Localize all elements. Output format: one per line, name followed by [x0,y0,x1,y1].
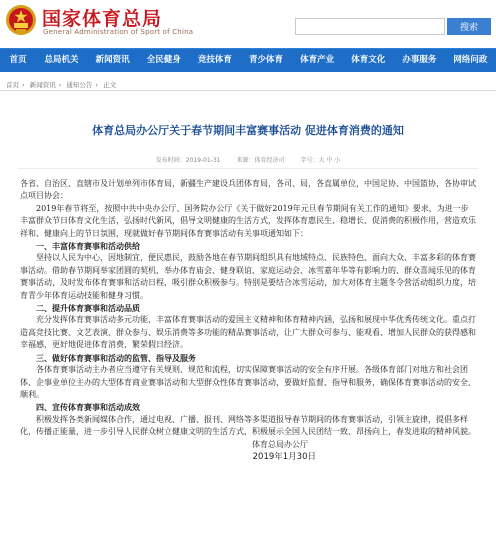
nav-item-services[interactable]: 办事服务 [402,55,437,65]
breadcrumb [6,80,119,89]
section-paragraph: 坚持以人民为中心，因地制宜，便民惠民，鼓励各地在春节期间组织具有地域特点、民族特色、面向大众、丰富多彩的体育赛事活动。借助春节期间举家团圆的契机，举办体育庙会、健身联谊、家庭运动会、冰雪嘉年华等有影响力的、群众喜闻乐见的体育赛事活动，及时发布体育赛事和活动日程，吸引群众积极参与。特别是要结合冰雪运动，加大对体育主题冬令营活动组织力度，培育青少年体育运动技能和健身习惯。 [20,253,476,300]
breadcrumb-current: 正文 [103,81,117,89]
section-paragraph: 充分发挥体育赛事活动多元功能，丰富体育赛事活动的爱国主义精神和体育精神内涵，弘扬和展现中华优秀传统文化。重点打造高竞技比赛、文艺表演、群众参与、娱乐消费等多功能的精品赛事活动，让广大群众可参与、能观看、增加人民群众的获得感和幸福感，更好地促进体育消费，繁荣假日经济。 [20,315,476,350]
site-header [0,0,496,46]
article-source: 来源：体育经济司 [236,157,285,164]
article-body [20,178,476,463]
breadcrumb-home[interactable]: 首页 [6,81,19,89]
section-paragraph: 各体育赛事活动主办者应当遵守有关规则、规范和流程，切实保障赛事活动的安全有序开展。各级体育部门对地方和社会团体、企事业单位主办的大型体育商业赛事活动和大型群众性体育赛事活动，要做好监督、指导和服务，确保体育赛事活动的安全、顺利。 [20,365,476,399]
divider [0,90,496,91]
divider [18,168,478,169]
article-meta [0,155,496,164]
site-name[interactable]: 国家体育总局 [42,8,163,30]
font-size-control[interactable]: 字号：大 中 小 [300,157,341,164]
nav-item-youth[interactable]: 青少体育 [248,55,283,65]
nav-item-inquiry[interactable]: 网络问政 [453,55,488,65]
signature: 体育总局办公厅 [252,439,308,449]
national-emblem-icon [4,3,38,39]
nav-item-competitive[interactable]: 竞技体育 [197,55,232,65]
recipients: 各省、自治区、直辖市及计划单列市体育局，新疆生产建设兵团体育局，各司、局，各直属单位，中国足协、中国篮协，各协审试点项目协会： [20,179,476,201]
breadcrumb-news[interactable]: 新闻资讯 [29,81,56,89]
search-input[interactable] [295,18,445,35]
nav-item-culture[interactable]: 体育文化 [351,55,386,65]
breadcrumb-separator: › [95,81,98,89]
nav-item-bureau[interactable]: 总局机关 [44,55,79,65]
nav-item-home[interactable]: 首页 [9,55,27,65]
breadcrumb-separator: › [58,81,62,89]
article-title: 体育总局办公厅关于春节期间丰富赛事活动 促进体育消费的通知 [92,124,404,137]
breadcrumb-notices[interactable]: 通知公告 [66,81,93,89]
nav-item-news[interactable]: 新闻资讯 [95,55,130,65]
nav-item-fitness[interactable]: 全民健身 [146,55,181,65]
search-button[interactable]: 搜索 [447,18,491,35]
section-heading: 三、做好体育赛事和活动的监管、指导及服务 [36,352,196,363]
section-paragraph: 积极发挥各类新闻媒体合作，通过电视、广播、报刊、网络等多渠道报导春节期间的体育赛事活动，引领主旋律，提倡多样化，传播正能量，进一步引导人民群众树立健康文明的生活方式，积极展示全国人民团结一致、昂扬向上，春发进取的精神风貌。 [20,414,476,437]
site-subtitle: General Administration of Sport of China [43,28,194,36]
main-nav [0,48,496,72]
section-heading: 二、提升体育赛事和活动品质 [36,303,140,314]
intro-paragraph: 2019年春节将至，按照中共中央办公厅、国务院办公厅《关于做好2019年元旦春节期间有关工作的通知》要求，为进一步丰富群众节日体育文化生活，弘扬时代新风，倡导文明健康的生活方式，发挥体育惠民生、稳增长、促消费的积极作用，营造欢乐祥和、健康向上的节日氛围，现就做好春节期间体育赛事活动有关事项通知如下： [20,203,476,238]
nav-item-industry[interactable]: 体育产业 [300,55,335,65]
sign-date: 2019年1月30日 [252,451,316,462]
breadcrumb-separator: › [22,81,25,89]
publish-date: 发布时间：2019-01-31 [155,157,221,164]
section-heading: 四、宣传体育赛事和活动成效 [36,402,140,413]
section-heading: 一、丰富体育赛事和活动供给 [36,241,140,252]
